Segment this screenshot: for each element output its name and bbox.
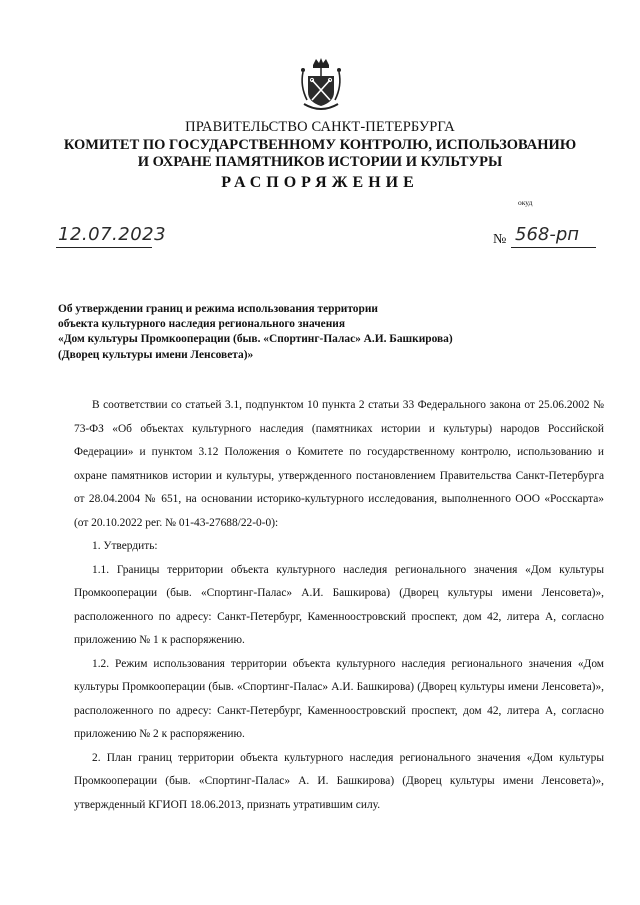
body-paragraph-preamble: В соответствии со статьей 3.1, подпунктом 10 пункта 2 статьи 33 Федерального закона от 25.06.2002 № 73-ФЗ «Об объектах культурного наследия (памятниках истории и культуры) народов Российской Федерации» и пунктом 3.12 Положения о Комитете по государственному контролю, использованию и охране памятников истории и культуры, утвержденного постановлением Правительства Санкт-Петербурга от 28.04.2004 № 651, на основании историко-культурного исследования, выполненного ООО «Росскарта» (от 20.10.2022 рег. № 01-43-27688/22-0-0): [74,399,604,529]
body-paragraph-1-2: 1.2. Режим использования территории объекта культурного наследия регионального значения «Дом культуры Промкооперации (быв. «Спортинг-Палас» А.И. Башкирова) (Дворец культуры имени Ленсовета)», расположенного по адресу: Санкт-Петербург, Каменноостровский проспект, дом 42, литера А, согласно приложению № 2 к распоряжению. [74,657,604,740]
okud-label: окуд [518,198,533,207]
government-title: ПРАВИТЕЛЬСТВО САНКТ-ПЕТЕРБУРГА [185,119,455,135]
body-paragraph-1-1: 1.1. Границы территории объекта культурного наследия регионального значения «Дом культуры Промкооперации (быв. «Спортинг-Палас» А.И. Башкирова) (Дворец культуры имени Ленсовета)», расположенного по адресу: Санкт-Петербург, Каменноостровский проспект, дом 42, литера А, согласно приложению № 1 к распоряжению. [74,563,604,646]
document-date: 12.07.2023 [58,224,167,245]
document-type-title: РАСПОРЯЖЕНИЕ [221,174,419,191]
document-subject [58,302,538,363]
saint-petersburg-coat-of-arms-icon [298,56,344,114]
document-number: 568-рп [515,224,580,245]
subject-line: объекта культурного наследия регионального значения [58,318,345,331]
body-paragraph-approve: 1. Утвердить: [92,540,158,552]
subject-line: Об утверждении границ и режима использования территории [58,303,378,315]
committee-title-line-1: КОМИТЕТ ПО ГОСУДАРСТВЕННОМУ КОНТРОЛЮ, ИСПОЛЬЗОВАНИЮ [63,137,577,153]
committee-title-line-2: И ОХРАНЕ ПАМЯТНИКОВ ИСТОРИИ И КУЛЬТУРЫ [137,154,503,170]
subject-line: (Дворец культуры имени Ленсовета)» [58,348,254,361]
number-label: № [493,232,507,247]
body-paragraph-2: 2. План границ территории объекта культурного наследия регионального значения «Дом культуры Промкооперации (быв. «Спортинг-Палас» А. И. Башкирова) (Дворец культуры имени Ленсовета)», утвержденный КГИОП 18.06.2013, признать утратившим силу. [74,751,604,811]
document-body [74,394,604,817]
subject-line: «Дом культуры Промкооперации (быв. «Спортинг-Палас» А.И. Башкирова) [58,333,453,346]
committee-title [0,137,640,171]
